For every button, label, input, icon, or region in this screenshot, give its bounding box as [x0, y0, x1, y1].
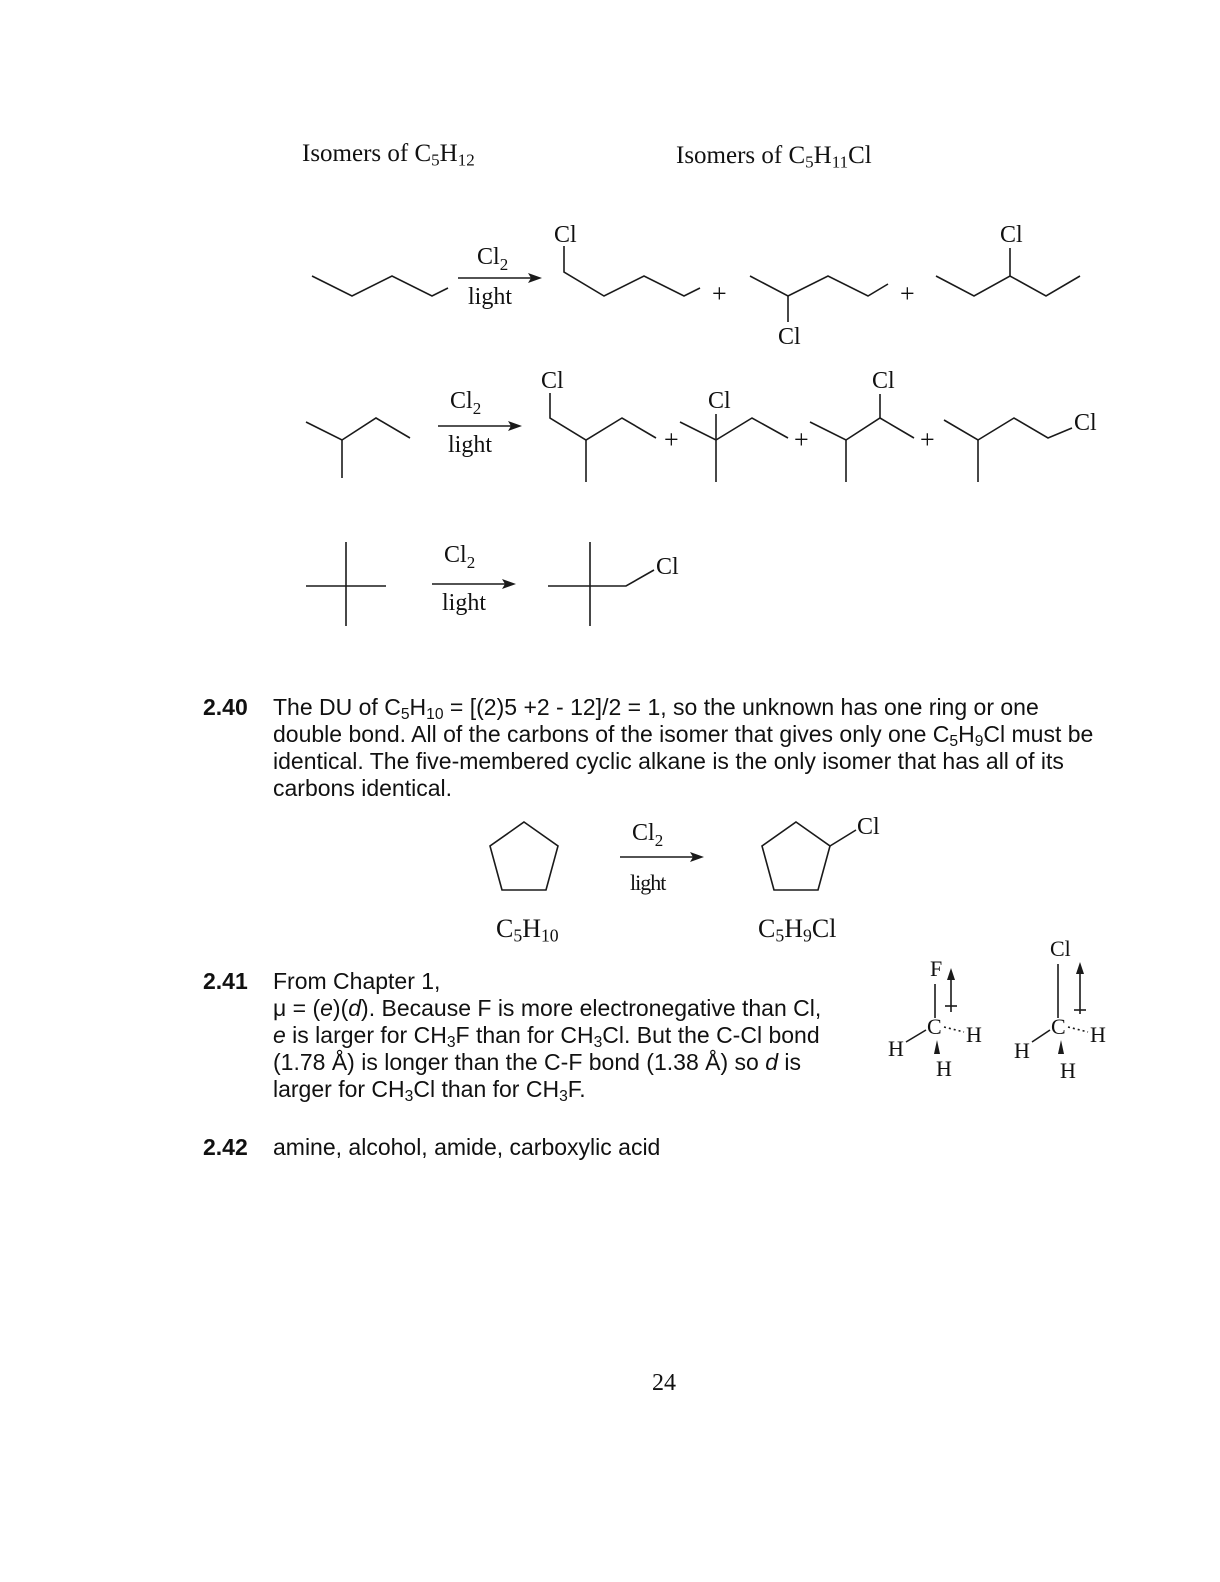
formula-sub: 9	[802, 925, 812, 946]
reagent-light: light	[468, 284, 513, 310]
c-label: C	[1051, 1014, 1066, 1039]
problem-number-241: 2.41	[203, 968, 248, 994]
cl-label: Cl	[554, 222, 577, 248]
neopentyl-chloride-bond	[548, 570, 654, 586]
text-sub: 3	[446, 1033, 456, 1051]
problem-number-240: 2.40	[203, 694, 248, 720]
text-sub: 3	[404, 1087, 414, 1105]
text-line	[273, 1076, 873, 1103]
formula-part: H	[439, 140, 458, 167]
label-c5h9cl	[758, 914, 836, 944]
formula-part: C	[496, 914, 514, 943]
text-line	[273, 721, 1153, 748]
text-run: (1.78 Å) is longer than the C-F bond (1.38 Å) so	[273, 1049, 766, 1075]
wedge-bond	[934, 1040, 940, 1054]
text-sub: 10	[426, 705, 444, 723]
hashed-bond	[944, 1027, 964, 1032]
formula-sub: 12	[457, 150, 475, 170]
plus-sign: +	[900, 279, 915, 308]
3-chloropentane-structure	[936, 276, 1080, 296]
cyclopentane-structure	[490, 822, 558, 890]
cl-label: Cl	[708, 388, 731, 414]
text-run: H	[409, 694, 427, 720]
formula-sub: 10	[540, 925, 559, 946]
reagent-cl2: $Cl_2$	[632, 820, 664, 850]
text-sub: 9	[974, 732, 984, 750]
chloro-isomer-c-structure	[810, 418, 914, 440]
text-italic: d	[765, 1049, 778, 1075]
text-sub: 5	[400, 705, 410, 723]
plus-sign: +	[712, 279, 727, 308]
formula-part: C	[788, 142, 806, 169]
text-run: The DU of C	[273, 694, 401, 720]
cl-bond	[830, 830, 856, 846]
plus-sign: +	[794, 425, 809, 454]
chloro-isomer-b-structure	[680, 418, 788, 440]
hashed-bond	[1068, 1027, 1088, 1032]
c-h-bond	[1032, 1030, 1050, 1042]
text-italic: e	[273, 1022, 286, 1048]
text-run: Cl. But the C-Cl bond	[602, 1022, 820, 1048]
c-label: C	[927, 1014, 942, 1039]
isopentane-structure	[306, 418, 410, 440]
reagent-cl2: $Cl_2$	[450, 388, 482, 418]
reagent-light: light	[448, 432, 493, 458]
1-chloropentane-structure	[564, 246, 700, 296]
reagent-light: light	[630, 870, 666, 895]
h-label: H	[888, 1036, 904, 1061]
cl-label: Cl	[857, 814, 880, 840]
h-label: H	[936, 1056, 952, 1081]
chloro-isomer-a-structure	[550, 393, 656, 440]
header-prefix: Isomers of	[676, 142, 789, 169]
formula-part: Cl	[811, 914, 837, 943]
text-run: is larger for CH	[285, 1022, 447, 1048]
cl-label: Cl	[1050, 936, 1071, 961]
text-sub: 5	[949, 732, 959, 750]
formula-sub: 5	[775, 925, 785, 946]
text-sub: 3	[559, 1087, 568, 1105]
formula-sub: 5	[805, 152, 814, 172]
cl-label: Cl	[872, 368, 895, 394]
plus-sign: +	[664, 425, 679, 454]
text-line	[273, 1022, 873, 1049]
f-label: F	[930, 956, 943, 981]
problem-240-text	[273, 694, 1153, 802]
cl-label: Cl	[1000, 222, 1023, 248]
formula-part: H	[522, 914, 541, 943]
text-run: Cl than for CH	[413, 1076, 560, 1102]
text-run: = [(2)5 +2 - 12]/2 = 1, so the unknown has one ring or one	[443, 694, 1039, 720]
cl-label: Cl	[1074, 410, 1097, 436]
text-line	[273, 694, 1153, 721]
pentane-structure	[312, 276, 448, 296]
formula-sub: 5	[513, 925, 523, 946]
header-prefix: Isomers of	[302, 140, 415, 167]
text-line: identical. The five-membered cyclic alkane is the only isomer that has all of its	[273, 748, 1064, 774]
cl-label: Cl	[778, 324, 801, 350]
dipole-arrow-head	[947, 968, 955, 980]
chlorocyclopentane-structure	[762, 822, 830, 890]
h-label: H	[1014, 1038, 1030, 1063]
text-line	[273, 995, 873, 1022]
dipole-arrow-head	[1076, 962, 1084, 974]
2-chloropentane-structure	[750, 276, 888, 296]
text-line: From Chapter 1,	[273, 968, 441, 994]
formula-sub: 5	[431, 150, 440, 170]
formula-part: Cl	[848, 142, 872, 169]
text-run: is	[778, 1049, 801, 1075]
reagent-cl2: $Cl_2$	[444, 542, 476, 572]
reagent-cl2: $Cl_2$	[477, 244, 509, 274]
text-sub: 3	[593, 1033, 603, 1051]
formula-part: C	[758, 914, 776, 943]
text-run: F than for CH	[455, 1022, 594, 1048]
text-run: double bond. All of the carbons of the isomer that gives only one C	[273, 721, 950, 747]
text-italic: e	[320, 995, 333, 1021]
text-line	[273, 1049, 873, 1076]
page-number: 24	[652, 1370, 676, 1396]
formula-sub: 11	[831, 152, 849, 172]
text-run: F.	[567, 1076, 586, 1102]
text-italic: d	[348, 995, 362, 1021]
problem-number-242: 2.42	[203, 1134, 248, 1160]
problem-242-text: amine, alcohol, amide, carboxylic acid	[273, 1134, 661, 1160]
cl-label: Cl	[541, 368, 564, 394]
formula-part: H	[813, 142, 832, 169]
text-run: larger for CH	[273, 1076, 405, 1102]
text-run: Cl must be	[983, 721, 1094, 747]
text-run: )(	[332, 995, 349, 1021]
h-label: H	[1060, 1058, 1076, 1083]
formula-part: C	[414, 140, 432, 167]
label-c5h10	[496, 914, 559, 944]
formula-part: H	[784, 914, 803, 943]
reagent-light: light	[442, 590, 487, 616]
h-label: H	[1090, 1022, 1106, 1047]
text-run: μ = (	[273, 995, 321, 1021]
h-label: H	[966, 1022, 982, 1047]
cl-label: Cl	[656, 554, 679, 580]
text-run: H	[958, 721, 975, 747]
text-run: ). Because F is more electronegative than Cl,	[361, 995, 822, 1021]
chloro-isomer-d-structure	[944, 418, 1072, 440]
plus-sign: +	[920, 425, 935, 454]
problem-241-text	[273, 968, 873, 1103]
text-line: carbons identical.	[273, 775, 452, 801]
wedge-bond	[1058, 1040, 1064, 1054]
c-h-bond	[906, 1030, 926, 1042]
